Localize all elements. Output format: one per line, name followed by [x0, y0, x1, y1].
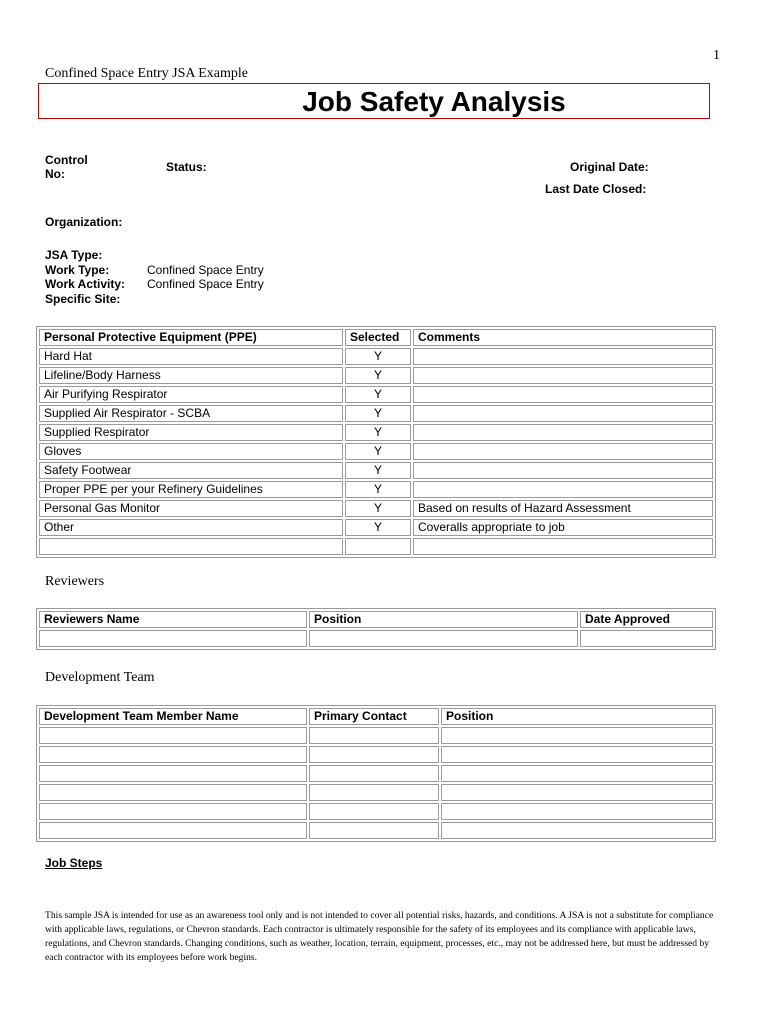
table-row [39, 481, 713, 498]
work-activity-label: Work Activity: [45, 277, 126, 291]
table-cell [345, 538, 411, 555]
table-cell: Safety Footwear [39, 462, 343, 479]
table-row [39, 367, 713, 384]
column-header: Selected [345, 329, 411, 346]
specific-site-label: Specific Site: [45, 292, 121, 306]
development-team-table [36, 705, 716, 842]
table-row [39, 386, 713, 403]
table-cell [580, 630, 713, 647]
table-cell: Y [345, 386, 411, 403]
work-type-value: Confined Space Entry [147, 263, 264, 277]
control-no-label [45, 153, 88, 181]
table-cell: Based on results of Hazard Assessment [413, 500, 713, 517]
table-cell [413, 443, 713, 460]
table-cell: Y [345, 367, 411, 384]
table-row [39, 443, 713, 460]
table-header-row [39, 708, 713, 725]
page-number: 1 [713, 48, 720, 63]
control-no-label-line2: No: [45, 167, 65, 181]
ppe-table [36, 326, 716, 558]
table-cell: Y [345, 424, 411, 441]
table-header-row [39, 329, 713, 346]
table-row [39, 424, 713, 441]
table-row [39, 822, 713, 839]
column-header: Position [441, 708, 713, 725]
table-cell [39, 822, 307, 839]
table-cell [441, 803, 713, 820]
table-cell: Y [345, 519, 411, 536]
table-cell [413, 424, 713, 441]
work-activity-value: Confined Space Entry [147, 277, 264, 291]
table-cell [309, 784, 439, 801]
table-cell [309, 803, 439, 820]
table-header-row [39, 611, 713, 628]
title-box [38, 83, 710, 119]
table-cell [39, 803, 307, 820]
table-row [39, 803, 713, 820]
table-cell [39, 630, 307, 647]
jsa-type-label: JSA Type: [45, 248, 103, 262]
page-title: Job Safety Analysis [302, 86, 566, 117]
table-cell [413, 348, 713, 365]
table-row [39, 462, 713, 479]
table-cell: Y [345, 443, 411, 460]
table-cell [441, 727, 713, 744]
table-cell: Personal Gas Monitor [39, 500, 343, 517]
table-cell [309, 765, 439, 782]
table-cell [39, 765, 307, 782]
table-row [39, 519, 713, 536]
status-label: Status: [166, 160, 207, 174]
document-subtitle: Confined Space Entry JSA Example [45, 66, 248, 81]
table-row [39, 746, 713, 763]
table-cell [39, 538, 343, 555]
table-cell: Y [345, 500, 411, 517]
table-cell [309, 630, 578, 647]
table-cell: Air Purifying Respirator [39, 386, 343, 403]
table-cell: Supplied Respirator [39, 424, 343, 441]
job-steps-heading: Job Steps [45, 856, 103, 870]
table-cell: Y [345, 462, 411, 479]
column-header: Position [309, 611, 578, 628]
table-cell [413, 367, 713, 384]
table-cell: Proper PPE per your Refinery Guidelines [39, 481, 343, 498]
organization-label: Organization: [45, 215, 123, 229]
table-cell [441, 784, 713, 801]
last-date-closed-label: Last Date Closed: [545, 182, 647, 196]
reviewers-heading: Reviewers [45, 574, 105, 589]
column-header: Development Team Member Name [39, 708, 307, 725]
table-row [39, 405, 713, 422]
work-type-label: Work Type: [45, 263, 110, 277]
table-cell [413, 481, 713, 498]
table-cell: Y [345, 405, 411, 422]
table-cell: Hard Hat [39, 348, 343, 365]
table-cell [441, 765, 713, 782]
table-cell: Y [345, 348, 411, 365]
table-row [39, 765, 713, 782]
table-row [39, 784, 713, 801]
table-cell: Coveralls appropriate to job [413, 519, 713, 536]
table-row [39, 500, 713, 517]
reviewers-table [36, 608, 716, 650]
table-row [39, 538, 713, 555]
table-cell [413, 405, 713, 422]
table-cell [441, 746, 713, 763]
column-header: Personal Protective Equipment (PPE) [39, 329, 343, 346]
column-header: Date Approved [580, 611, 713, 628]
table-cell [413, 538, 713, 555]
table-cell [309, 746, 439, 763]
table-cell [39, 727, 307, 744]
table-cell [309, 822, 439, 839]
table-cell [309, 727, 439, 744]
table-row [39, 727, 713, 744]
column-header: Reviewers Name [39, 611, 307, 628]
table-cell [39, 784, 307, 801]
table-cell [441, 822, 713, 839]
table-cell: Gloves [39, 443, 343, 460]
table-cell: Other [39, 519, 343, 536]
original-date-label: Original Date: [570, 160, 649, 174]
table-cell: Supplied Air Respirator - SCBA [39, 405, 343, 422]
disclaimer-text: This sample JSA is intended for use as an awareness tool only and is not intended to cover all potential risks, hazards, and conditions. A JSA is not a substitute for compliance with applicable laws, regulations, or Chevron standards. Each contractor is ultimately responsible for the safety of its employees and its compliance with applicable laws, regulations, and Chevron standards. Changing conditions, such as weather, location, terrain, equipment, processes, etc., may not be addressed here, but must be addressed by each contractor with its employees before work begins. [45, 910, 714, 963]
column-header: Primary Contact [309, 708, 439, 725]
table-cell: Lifeline/Body Harness [39, 367, 343, 384]
column-header: Comments [413, 329, 713, 346]
table-row [39, 630, 713, 647]
table-row [39, 348, 713, 365]
table-cell [413, 462, 713, 479]
table-cell [39, 746, 307, 763]
control-no-label-line1: Control [45, 153, 88, 167]
table-cell [413, 386, 713, 403]
table-cell: Y [345, 481, 411, 498]
development-team-heading: Development Team [45, 670, 155, 685]
